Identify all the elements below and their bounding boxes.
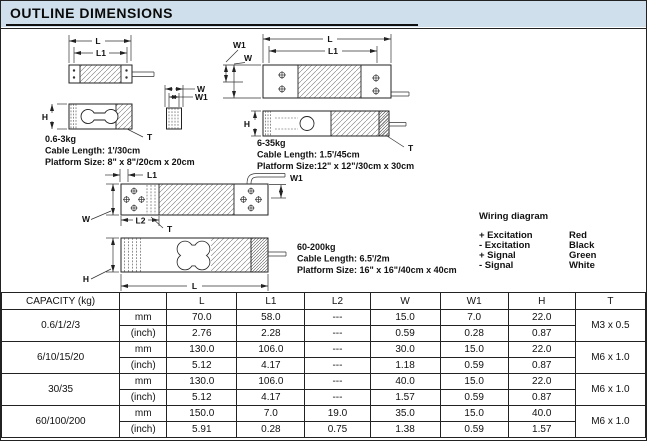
table-cell: 1.57 <box>508 422 575 438</box>
col-header-H: H <box>508 293 575 310</box>
table-cell: 0.59 <box>370 326 440 342</box>
medium-side-view <box>263 111 406 136</box>
table-row <box>2 342 646 358</box>
table-cell: 7.0 <box>237 406 305 422</box>
table-cell: --- <box>305 326 370 342</box>
table-cell: 58.0 <box>237 310 305 326</box>
dim-label-L1: L1 <box>147 170 157 180</box>
load-cell-drawing-medium <box>223 34 414 171</box>
table-cell: 0.59 <box>440 390 508 406</box>
table-cell: 0.87 <box>508 358 575 374</box>
table-cell: 4.17 <box>237 358 305 374</box>
medium-cable-length: Cable Length: 1.5'/45cm <box>257 149 360 160</box>
dim-label-T: T <box>408 143 414 153</box>
thread-cell: M6 x 1.0 <box>575 374 645 406</box>
col-header-T: T <box>575 293 645 310</box>
table-cell: 1.57 <box>370 390 440 406</box>
wiring-color-label: Red <box>569 230 587 241</box>
unit-cell: (inch) <box>120 326 167 342</box>
table-cell: 106.0 <box>237 342 305 358</box>
thread-cell: M6 x 1.0 <box>575 406 645 438</box>
wiring-color-label: Green <box>569 250 597 261</box>
table-cell: 22.0 <box>508 342 575 358</box>
wiring-row <box>479 261 596 271</box>
col-header-capacity: CAPACITY (kg) <box>2 293 120 310</box>
capacity-cell: 0.6/1/2/3 <box>2 310 120 342</box>
table-cell: 0.28 <box>237 422 305 438</box>
dim-label-L: L <box>95 36 101 46</box>
table-cell: 130.0 <box>167 342 237 358</box>
table-cell: --- <box>305 374 370 390</box>
dim-label-H: H <box>41 112 49 122</box>
table-cell: 0.87 <box>508 326 575 342</box>
small-cable-length: Cable Length: 1'/30cm <box>45 145 141 156</box>
dim-label-L2: L2 <box>135 215 146 226</box>
dim-label-W: W <box>197 84 206 94</box>
capacity-cell: 30/35 <box>2 374 120 406</box>
medium-top-view <box>263 65 409 98</box>
wiring-diagram <box>479 211 596 271</box>
load-cell-drawing-large <box>82 169 457 291</box>
table-cell: 5.12 <box>167 358 237 374</box>
table-cell: 5.12 <box>167 390 237 406</box>
col-header-L: L <box>167 293 237 310</box>
table-cell: 5.91 <box>167 422 237 438</box>
unit-cell: mm <box>120 406 167 422</box>
table-cell: 130.0 <box>167 374 237 390</box>
table-cell: 2.76 <box>167 326 237 342</box>
table-cell: 70.0 <box>167 310 237 326</box>
wiring-signal-label: - Excitation <box>479 240 531 251</box>
table-cell: 15.0 <box>370 310 440 326</box>
wiring-title: Wiring diagram <box>479 211 549 222</box>
table-cell: 1.18 <box>370 358 440 374</box>
table-cell: 15.0 <box>440 374 508 390</box>
small-end-view <box>167 108 182 129</box>
large-capacity-range: 60-200kg <box>297 242 336 252</box>
table-cell: 40.0 <box>508 406 575 422</box>
large-side-view <box>121 238 286 272</box>
wiring-color-label: Black <box>569 240 595 251</box>
small-platform-size: Platform Size: 8" x 8"/20cm x 20cm <box>45 157 195 167</box>
dim-label-L: L <box>191 281 198 291</box>
dim-label-W1: W1 <box>290 173 303 183</box>
large-platform-size: Platform Size: 16" x 16"/40cm x 40cm <box>297 265 457 275</box>
table-cell: 106.0 <box>237 374 305 390</box>
table-cell: 15.0 <box>440 406 508 422</box>
col-header-L2: L2 <box>305 293 370 310</box>
dimensions-table <box>1 292 646 438</box>
capacity-cell: 6/10/15/20 <box>2 342 120 374</box>
table-cell: --- <box>305 310 370 326</box>
capacity-cell: 60/100/200 <box>2 406 120 438</box>
table-cell: --- <box>305 358 370 374</box>
col-header-W: W <box>370 293 440 310</box>
dim-label-H: H <box>82 274 90 284</box>
small-side-view <box>69 104 132 129</box>
page-title: OUTLINE DIMENSIONS <box>10 5 174 21</box>
wiring-color-label: White <box>569 260 595 271</box>
dim-label-H: H <box>243 119 251 129</box>
table-row <box>2 310 646 326</box>
table-row <box>2 374 646 390</box>
dim-label-L1: L1 <box>96 48 106 58</box>
dim-label-T: T <box>147 132 153 142</box>
table-cell: 7.0 <box>440 310 508 326</box>
table-cell: 4.17 <box>237 390 305 406</box>
dim-label-L1: L1 <box>328 46 338 56</box>
large-cable-length: Cable Length: 6.5'/2m <box>297 253 390 264</box>
table-cell: 2.28 <box>237 326 305 342</box>
dim-label-W1: W1 <box>233 40 246 50</box>
dim-label-L: L <box>327 34 333 44</box>
col-header-W1: W1 <box>440 293 508 310</box>
wiring-signal-label: + Excitation <box>479 230 533 241</box>
wiring-signal-label: - Signal <box>479 260 514 271</box>
table-cell: 0.75 <box>305 422 370 438</box>
unit-cell: (inch) <box>120 390 167 406</box>
small-capacity-range: 0.6-3kg <box>45 134 77 144</box>
dim-label-T: T <box>167 224 173 234</box>
medium-platform-size: Platform Size:12" x 12"/30cm x 30cm <box>257 161 415 171</box>
col-header-unit <box>120 293 167 310</box>
table-cell: 0.87 <box>508 390 575 406</box>
unit-cell: (inch) <box>120 358 167 374</box>
medium-capacity-range: 6-35kg <box>257 138 286 148</box>
table-cell: 15.0 <box>440 342 508 358</box>
large-top-view <box>121 184 268 215</box>
table-cell: 22.0 <box>508 374 575 390</box>
thread-cell: M3 x 0.5 <box>575 310 645 342</box>
table-cell: 0.59 <box>440 422 508 438</box>
table-cell: --- <box>305 390 370 406</box>
thread-cell: M6 x 1.0 <box>575 342 645 374</box>
unit-cell: (inch) <box>120 422 167 438</box>
load-cell-drawing-small <box>42 35 208 167</box>
small-top-view <box>69 65 154 83</box>
table-cell: 0.59 <box>440 358 508 374</box>
table-cell: 19.0 <box>305 406 370 422</box>
table-cell: 150.0 <box>167 406 237 422</box>
table-cell: --- <box>305 342 370 358</box>
dim-label-W1: W1 <box>195 92 208 102</box>
dim-label-W: W <box>81 214 91 224</box>
table-cell: 30.0 <box>370 342 440 358</box>
unit-cell: mm <box>120 310 167 326</box>
unit-cell: mm <box>120 374 167 390</box>
table-cell: 1.38 <box>370 422 440 438</box>
table-cell: 22.0 <box>508 310 575 326</box>
dim-label-W: W <box>244 53 253 63</box>
col-header-L1: L1 <box>237 293 305 310</box>
wiring-signal-label: + Signal <box>479 250 516 261</box>
table-cell: 40.0 <box>370 374 440 390</box>
table-header-row <box>2 293 646 310</box>
table-cell: 0.28 <box>440 326 508 342</box>
unit-cell: mm <box>120 342 167 358</box>
table-row <box>2 406 646 422</box>
table-cell: 35.0 <box>370 406 440 422</box>
